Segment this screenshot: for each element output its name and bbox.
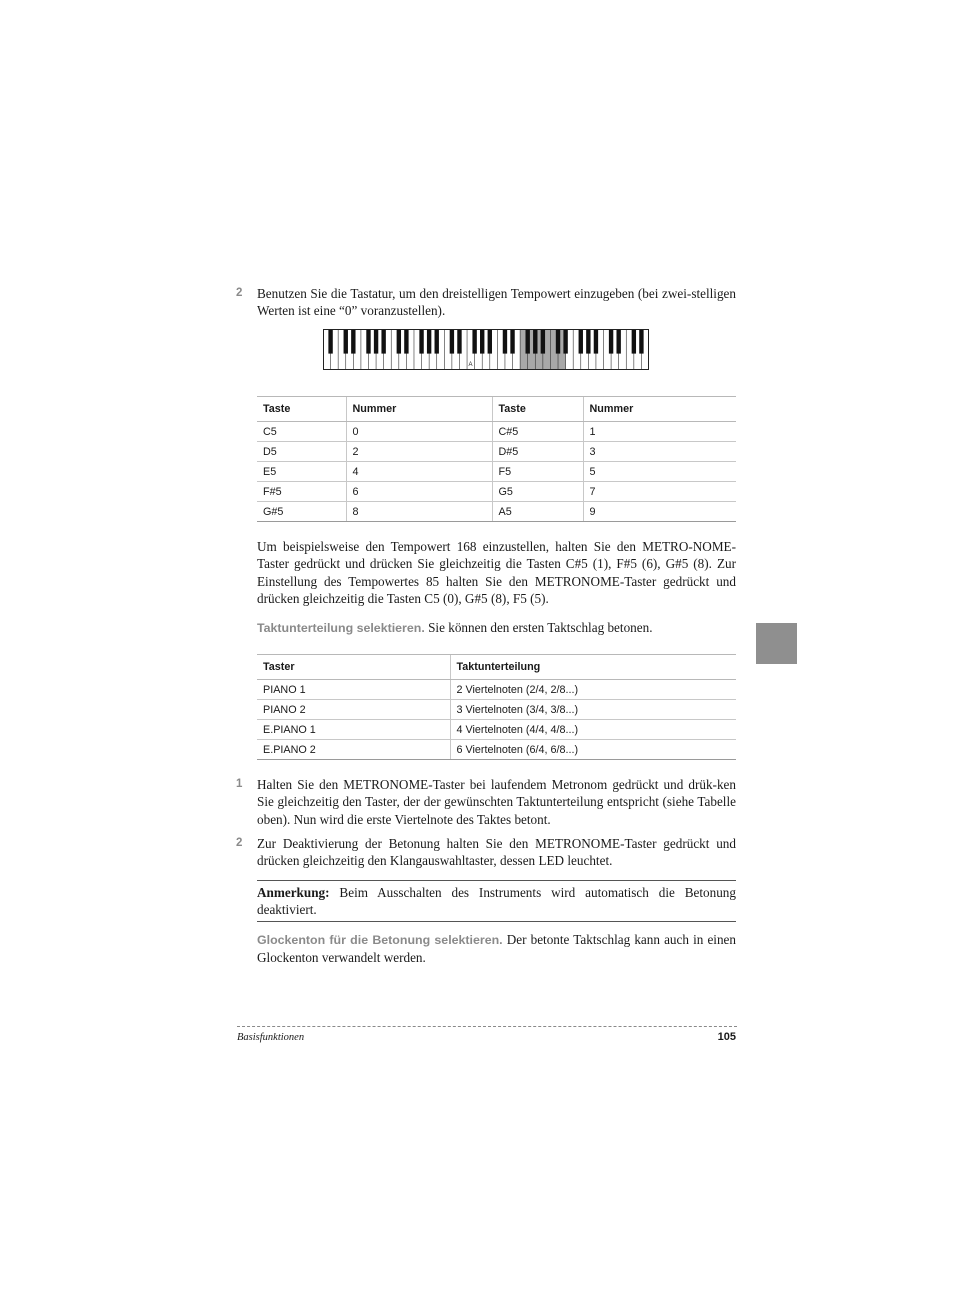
table-cell: 0: [346, 422, 492, 442]
table-cell: D5: [257, 442, 346, 462]
beat-section-paragraph: [257, 619, 736, 637]
piano-keyboard-icon: [323, 329, 649, 370]
step-top-2: [236, 285, 736, 320]
table-row: [257, 442, 736, 462]
black-key: [609, 329, 613, 354]
table-row: [257, 462, 736, 482]
table-cell: 5: [583, 462, 736, 482]
table-header: Taktunterteilung: [450, 655, 736, 680]
table-cell: 7: [583, 482, 736, 502]
table-cell: 2 Viertelnoten (2/4, 2/8...): [450, 680, 736, 700]
black-key: [480, 329, 484, 354]
black-key: [435, 329, 439, 354]
tempo-key-table: [257, 396, 736, 522]
table-row: [257, 422, 736, 442]
black-key: [344, 329, 348, 354]
step-number: 2: [236, 287, 243, 299]
footer-divider: [237, 1026, 737, 1027]
black-key: [533, 329, 537, 354]
table-cell: F5: [492, 462, 583, 482]
table-cell: F#5: [257, 482, 346, 502]
table-cell: 4 Viertelnoten (4/4, 4/8...): [450, 720, 736, 740]
table-cell: G#5: [257, 502, 346, 522]
step-text: Halten Sie den METRONOME-Taster bei laufendem Metronom gedrückt und drük-ken Sie gleichzeitig den Taster, der der gewünschten Taktunterteilung entspricht (siehe Tabelle oben). Nun wird die erste Viertelnote des Taktes betont.: [257, 777, 736, 827]
note-box: [257, 880, 736, 922]
table-header: Taste: [492, 397, 583, 422]
step-bottom-2: [236, 835, 736, 870]
step-text: Zur Deaktivierung der Betonung halten Sie den METRONOME-Taster gedrückt und drücken gleichzeitig den Klangauswahltaster, dessen LED leuchtet.: [257, 836, 736, 869]
note-text: Beim Ausschalten des Instruments wird automatisch die Betonung deaktiviert.: [257, 885, 736, 918]
table-cell: E.PIANO 2: [257, 740, 450, 760]
table-header: Taster: [257, 655, 450, 680]
table-row: [257, 740, 736, 760]
black-key: [351, 329, 355, 354]
table-cell: 3: [583, 442, 736, 462]
table-header: Nummer: [583, 397, 736, 422]
black-key: [450, 329, 454, 354]
step-number: 1: [236, 778, 243, 790]
bell-section-paragraph: [257, 931, 736, 967]
table-cell: 6: [346, 482, 492, 502]
chapter-thumb-tab: [756, 623, 797, 664]
beat-division-table: [257, 654, 736, 760]
black-key: [381, 329, 385, 354]
table-cell: 8: [346, 502, 492, 522]
table-cell: G5: [492, 482, 583, 502]
table-cell: E5: [257, 462, 346, 482]
black-key: [503, 329, 507, 354]
black-key: [366, 329, 370, 354]
table-cell: 4: [346, 462, 492, 482]
black-key: [328, 329, 332, 354]
table-cell: C5: [257, 422, 346, 442]
step-number: 2: [236, 837, 243, 849]
black-key: [639, 329, 643, 354]
black-key: [404, 329, 408, 354]
table-cell: 3 Viertelnoten (3/4, 3/8...): [450, 700, 736, 720]
black-key: [374, 329, 378, 354]
section-heading: Taktunterteilung selektieren.: [257, 621, 425, 635]
table-row: [257, 680, 736, 700]
table-cell: 1: [583, 422, 736, 442]
black-key: [579, 329, 583, 354]
table-cell: PIANO 1: [257, 680, 450, 700]
section-heading: Glockenton für die Betonung selektieren.: [257, 933, 503, 947]
table-header-row: [257, 655, 736, 680]
table-header: Taste: [257, 397, 346, 422]
table-row: [257, 502, 736, 522]
table-cell: 2: [346, 442, 492, 462]
table-cell: PIANO 2: [257, 700, 450, 720]
black-key: [526, 329, 530, 354]
table-cell: C#5: [492, 422, 583, 442]
black-key: [472, 329, 476, 354]
keyboard-marker-label: A: [468, 362, 473, 368]
black-key: [457, 329, 461, 354]
black-key: [616, 329, 620, 354]
step-bottom-1: [236, 776, 736, 828]
black-key: [632, 329, 636, 354]
table-cell: D#5: [492, 442, 583, 462]
table-row: [257, 720, 736, 740]
section-text: Sie können den ersten Taktschlag betonen.: [424, 620, 653, 635]
black-key: [488, 329, 492, 354]
table-header-row: [257, 397, 736, 422]
table-header: Nummer: [346, 397, 492, 422]
black-key: [510, 329, 514, 354]
black-key: [419, 329, 423, 354]
black-key: [541, 329, 545, 354]
section-text: Der betonte Taktschlag kann auch in einen Glockenton verwandelt werden.: [257, 932, 737, 966]
footer-page-number: 105: [717, 1031, 736, 1043]
footer-section-title: Basisfunktionen: [237, 1032, 305, 1043]
table-cell: 9: [583, 502, 736, 522]
black-key: [556, 329, 560, 354]
black-key: [397, 329, 401, 354]
note-label: Anmerkung:: [257, 885, 330, 900]
black-key: [594, 329, 598, 354]
table-row: [257, 482, 736, 502]
table-row: [257, 700, 736, 720]
black-key: [586, 329, 590, 354]
table-cell: E.PIANO 1: [257, 720, 450, 740]
black-key: [427, 329, 431, 354]
step-text: Benutzen Sie die Tastatur, um den dreistelligen Tempowert einzugeben (bei zwei-stelligen Werten ist eine “0” voranzustellen).: [257, 286, 736, 319]
table-cell: 6 Viertelnoten (6/4, 6/8...): [450, 740, 736, 760]
black-key: [563, 329, 567, 354]
example-paragraph: Um beispielsweise den Tempowert 168 einzustellen, halten Sie den METRO-NOME-Taster gedrückt und drücken Sie gleichzeitig die Tasten C#5 (1), F#5 (6), G#5 (8). Zur Einstellung des Tempowertes 85 halten Sie den METRONOME-Taster gedrückt und drücken gleichzeitig die Tasten C5 (0), G#5 (8), F5 (5).: [257, 539, 736, 607]
table-cell: A5: [492, 502, 583, 522]
